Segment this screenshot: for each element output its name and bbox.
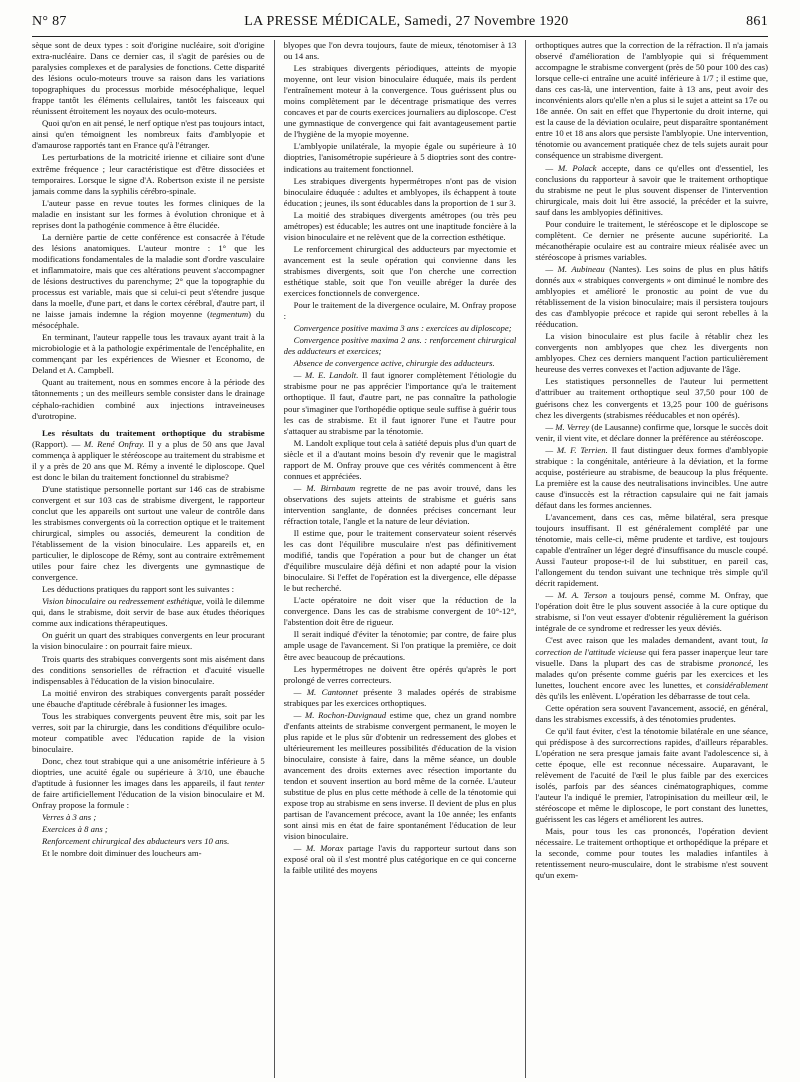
paragraph: blyopes que l'on devra toujours, faute de mieux, ténotomiser à 13 ou 14 ans. bbox=[283, 40, 517, 62]
paragraph bbox=[535, 635, 768, 701]
text-run: La dernière partie de cette conférence est consacrée à l'étude des lésions anatomiques. L'auteur montre : 1° que les modifications fondamentales de la maladie sont d'ordre vasculaire et inflammatoire, mais que ces altérations peuvent s'accompagner de lésions destructives du parenchyme; 2° que la topographie du processus est variable, mais que si celui-ci peut s'étendre jusque dans la moelle, d'une part, et dans le cortex cérébral, d'autre part, il ne laisse jamais indemne la région moyenne ( bbox=[32, 231, 265, 320]
paragraph: Les statistiques personnelles de l'auteur lui permettent d'attribuer au traitement orthoptique seul 37,50 pour 100 de guérisons chez les convergents et 13,25 pour 100 de guérisons chez les divergents (strabismes rééducables et non opérés). bbox=[535, 376, 769, 420]
paragraph: Il estime que, pour le traitement conservateur soient réservés les cas dont l'équilibre musculaire n'est pas définitivement modifié, tandis que l'opération a pour but de changer un état d'équilibre musculaire déjà défini et non adapté pour la vision binoculaire. Si l'effet de l'opération est la divergence, elle dépasse le but recherché. bbox=[283, 528, 517, 594]
paragraph: Pour conduire le traitement, le stéréoscope et le diploscope se complètent. Ce dernier ne présente aucune supériorité. La mécanothérapie oculaire est au contraire mieux réalisée avec un stéréoscope à prismes variables. bbox=[535, 218, 769, 262]
author-name: — M. Birnbaum bbox=[293, 482, 356, 493]
text-run: (de Lausanne) confirme que, lorsque le succès doit venir, il vient vite, et déclare donner la préférence au stéréoscope. bbox=[535, 421, 769, 443]
text-run: de faire artificiellement l'éducation de la vision binoculaire et M. Onfray propose la formule : bbox=[32, 789, 265, 811]
paragraph: Le renforcement chirurgical des adducteurs par myectomie et avancement est la seule opération qui convienne dans les strabismes divergents, soit que l'on cherche une correction esthétique stable, soit que l'on veuille abréger la durée des exercices fonctionnels de convergence. bbox=[283, 243, 517, 299]
paragraph bbox=[32, 232, 265, 331]
formula-line: Absence de convergence active, chirurgie des adducteurs. bbox=[293, 358, 495, 369]
text-run: Vision binoculaire ou redressement esthétique, bbox=[42, 596, 204, 607]
text-run: dès qu'ils les enlèvent. L'opération les débarrasse de tout cela. bbox=[535, 690, 751, 701]
paragraph: Il serait indiqué d'éviter la ténotomie; par contre, de faire plus ample usage de l'avancement. Si l'on pratique la première, ce doit être avec beaucoup de précautions. bbox=[283, 629, 517, 662]
author-name: — M. A. Terson bbox=[545, 590, 608, 601]
author-name: — M. F. Terrien. bbox=[545, 444, 608, 455]
paragraph: Les hypermétropes ne doivent être opérés qu'après le port prolongé de verres correcteurs. bbox=[283, 663, 517, 685]
paragraph: Cette opération sera souvent l'avancement, associé, en général, dans les strabismes excessifs, à des ténotomies prudentes. bbox=[535, 702, 769, 724]
author-name: — M. E. Landolt. bbox=[293, 370, 359, 381]
page-header bbox=[32, 14, 768, 36]
author-name: — M. Cantonnet bbox=[293, 686, 358, 697]
text-run: ) du mésocéphale. bbox=[32, 309, 265, 331]
text-run: la correction de l'attitude vicieuse bbox=[535, 635, 769, 657]
paragraph: On guérit un quart des strabiques convergents en leur procurant la vision binoculaire : on pourrait faire mieux. bbox=[32, 630, 265, 652]
author-name: — M. Rochon-Duvignaud bbox=[293, 709, 387, 720]
formula-line: Convergence positive maxima 2 ans. : renforcement chirurgical des adducteurs et exercices; bbox=[283, 335, 517, 357]
paragraph: En terminant, l'auteur rappelle tous les travaux ayant trait à la microbiologie et à la pathologie expérimentale de l'encéphalite, en commençant par les expériences de Wiesner et Economo, de Deland et A. Campbell. bbox=[32, 332, 265, 376]
paragraph: Tous les strabiques convergents peuvent être mis, soit par les verres, soit par la chirurgie, dans les conditions d'équilibre oculo-moteur compatible avec l'éducation rapide de la vision binoculaire. bbox=[32, 710, 265, 754]
text-run: tegmentum bbox=[210, 309, 249, 320]
text-run: présente 3 malades opérés de strabisme strabiques par les exercices orthoptiques. bbox=[283, 686, 517, 708]
section-title: Les résultats du traitement orthoptique du strabisme bbox=[42, 427, 265, 438]
paragraph bbox=[284, 687, 517, 709]
text-run: voilà le dilemme qui, dans le strabisme, doit servir de base aux études théoriques comme aux indications thérapeutiques. bbox=[32, 596, 265, 629]
paragraph: M. Landolt explique tout cela à satiété depuis plus d'un quart de siècle et il a d'autant moins besoin d'y revenir que le magistral rapport de M. Onfray prouve que ces vérités commencent à être connues et appréciées. bbox=[283, 437, 517, 481]
paragraph: Pour le traitement de la divergence oculaire, M. Onfray propose : bbox=[283, 300, 517, 322]
text-run: qui fera passer inaperçue leur tare visuelle. Dans la plupart des cas de strabisme bbox=[535, 646, 769, 668]
author-name: — M. Polack bbox=[545, 162, 597, 173]
paragraph bbox=[535, 445, 768, 511]
paragraph: sèque sont de deux types : soit d'origine nucléaire, soit d'origine extra-nucléaire. Dans ce dernier cas, il s'agit de parésies ou de paralysies complexes et de paralysies de fonctions. Cette disparité des lésions oculo-moteurs trouve sa raison dans les variations topographiques du processus morbide mésocéphalique, lequel frappe tantôt les éléments cellulaires, tantôt les faisceaux qui réunissent étroitement les noyaux des oculo-moteurs. bbox=[32, 40, 265, 117]
paragraph bbox=[284, 843, 517, 876]
paragraph: Les strabiques divergents périodiques, atteints de myopie moyenne, ont leur vision binoculaire éduquée, mais ils perdent l'entraînement moteur à la convergence. Tous guérissent plus ou moins complètement par le décentrage prismatique des verres concaves et par de courts exercices journaliers au diploscope. C'est une gymnastique de convergence qui fait avantageusement partie de l'hygiène de la myopie moyenne. bbox=[283, 63, 517, 140]
paragraph: L'auteur passe en revue toutes les formes cliniques de la maladie en insistant sur les formes à évolution chronique et à reprises dont la pathogénie commence à être élucidée. bbox=[32, 197, 265, 230]
paragraph: D'une statistique personnelle portant sur 146 cas de strabisme convergent et sur 103 cas de strabisme divergent, le rapporteur conclut que les appareils ont surtout une valeur de contrôle dans les strabismes convergents où la correction optique et le traitement chirurgical, simples ou associés, demeurent la condition de l'établissement de la vision binoculaire. Les appareils et, en particulier, le diploscope de Rémy, sont au contraire extrêmement utiles pour faire chez les divergents une gymnastique de convergence. bbox=[32, 483, 265, 583]
paragraph bbox=[284, 710, 517, 843]
author-name: — M. Aubineau bbox=[545, 263, 605, 274]
paragraph: Mais, pour tous les cas prononcés, l'opération devient nécessaire. Le traitement orthoptique et orthopédique la prépare et la seconde, comme pour toutes les maladies infantiles à retentissement neuro-musculaire, dont le strabisme n'est souvent qu'un exem- bbox=[535, 826, 769, 881]
text-run: partage l'avis du rapporteur surtout dans son exposé oral où il s'est montré plus catégorique en ce qui concerne la faible utilité des moyens bbox=[283, 843, 517, 876]
text-run: regrette de ne pas avoir trouvé, dans les observations des sujets atteints de strabisme et guéris sans intervention sanglante, de données précises concernant leur réfraction totale, l'angle et la nature de leur déviation. bbox=[283, 482, 517, 526]
paragraph bbox=[535, 264, 768, 330]
author-name: M. René Onfray. bbox=[84, 438, 145, 449]
paragraph: La moitié environ des strabiques convergents paraît posséder une ébauche d'aptitude cérébrale à fusionner les images. bbox=[32, 687, 265, 709]
paragraph: Quoi qu'on en ait pensé, le nerf optique n'est pas toujours intact, ainsi qu'en témoignent les nombreux faits d'amblyopie et d'amaurose rapportés tant en France qu'à l'étranger. bbox=[32, 118, 265, 151]
issue-number: N° 87 bbox=[32, 14, 67, 29]
formula-line: Renforcement chirurgical des abducteurs vers 10 ans. bbox=[42, 836, 230, 847]
paragraph bbox=[32, 756, 265, 811]
paragraph: Les strabiques divergents hypermétropes n'ont pas de vision binoculaire éduquée : adultes et amblyopes, ils échappent à toute éducation ; jeunes, ils sont éducables dans la proportion de 1 sur 3. bbox=[283, 175, 517, 208]
paragraph: Les perturbations de la motricité irienne et ciliaire sont d'une extrême fréquence ; leur caractéristique est d'être dissociées et temporaires. Lorsque le signe d'A. Robertson existe il ne persiste jamais comme dans la syphilis cérébro-spinale. bbox=[32, 152, 265, 196]
column-2 bbox=[284, 40, 517, 1078]
formula-line: Exercices à 8 ans ; bbox=[42, 824, 108, 835]
paragraph: La vision binoculaire est plus facile à rétablir chez les convergents non amblyopes que chez les divergents non amblyopes. Chez ces derniers manquent l'action particulièrement heureuse des verres convexes et l'action adjuvante de l'âge. bbox=[535, 331, 769, 375]
paragraph: Et le nombre doit diminuer des loucheurs am- bbox=[42, 848, 202, 859]
paragraph: Les déductions pratiques du rapport sont les suivantes : bbox=[42, 584, 235, 595]
paragraph bbox=[535, 422, 768, 444]
author-name: — M. Verrey bbox=[545, 421, 590, 432]
paragraph: Quant au traitement, nous en sommes encore à la période des tâtonnements ; un des meilleurs semble consister dans le drainage céphalo-rachidien combiné aux injections intraveineuses d'urotropine. bbox=[32, 377, 265, 421]
text-run: C'est avec raison que les malades demandent, avant tout, bbox=[545, 635, 762, 646]
column-3 bbox=[535, 40, 768, 1078]
paragraph: Trois quarts des strabiques convergents sont mis aisément dans des conditions sensorielles de réfraction et d'acuité visuelle indispensables à l'éducation de la vision binoculaire. bbox=[32, 653, 265, 686]
formula-line: Verres à 3 ans ; bbox=[42, 812, 97, 823]
text-run: (Nantes). Les soins de plus en plus hâtifs donnés aux « strabiques convergents » ont diminué le nombre des amblyopies et amélioré le pronostic au point de vue du rétablissement de la vision binoculaire; mais il persistera toujours des cas d'amblyopie précoce et rapide qui seront rebelles à la rééducation. bbox=[535, 263, 769, 330]
formula-line: Convergence positive maxima 3 ans : exercices au diploscope; bbox=[293, 323, 512, 334]
paragraph: orthoptiques autres que la correction de la réfraction. Il n'a jamais observé d'amélioration de l'amblyopie qui si fréquemment accompagne le strabisme convergent (près de 50 pour 100 des cas) lorsque celle-ci entraîne une acuité inférieure à 1/7 ; il estime que, dans ces cas-là, une intervention, faite à 13 ans, peut avoir des inconvénients alors qu'elle n'en a plus si le sujet a atteint sa 17e ou 18e année. On sait en effet que l'hypertonie du droit interne, qui est la cause de la déviation oculaire, peut disparaître spontanément entre 10 et 18 ans alors que persiste l'amblyopie. Une intervention, ténotomie ou avancement pratiquée chez de tels sujets aurait pour conséquence un strabisme divergent. bbox=[535, 40, 769, 161]
text-run: estime que, chez un grand nombre d'enfants atteints de strabisme convergent permanent, le moyen le plus rapide et le plus sûr d'obtenir un redressement des globes et ultérieurement les meilleures possibilités d'éducation de la vision binoculaire, consiste à faire, dans la même séance, un double avancement des droits externes avec résection importante du tendon et souvent insertion au bord même de la cornée. L'auteur substitue de plus en plus cette méthode à celle de la ténotomie qui expose trop au strabisme en sens inverse. Il devient de plus en plus partisan de l'avancement précoce, avant la 10e année; les enfants sont ainsi mis en état de faire spontanément l'éducation de leur vision binoculaire. bbox=[283, 709, 517, 842]
paragraph bbox=[535, 163, 768, 218]
paragraph: La moitié des strabiques divergents amétropes (ou très peu amétropes) est éducable; les autres ont une inaptitude foncière à la vision binoculaire et ne relèvent que de la correction esthétique. bbox=[283, 209, 517, 242]
text-run: tenter bbox=[244, 778, 265, 789]
text-run: Il faut ignorer complètement l'étiologie du strabisme pour ne pas apprécier l'importance qu'a le traitement orthoptique. Il faut, d'autre part, ne pas connaître la pathologie pour s'imaginer que l'orthopédie optique seule suffise à guérir tous les cas de strabisme. Et il faut ignorer l'une et l'autre pour s'attaquer au strabisme par la ténotomie. bbox=[283, 370, 517, 436]
text-run: Il faut distinguer deux formes d'amblyopie strabique : la congénitale, antérieure à la déviation, et la forme acquise, postérieure au strabisme, de beaucoup la plus fréquente. La première est la cause des neutralisations invincibles. Une autre cause d'insuccès est la rétraction capsulaire qui ne fait jamais défaut dans les formes anciennes. bbox=[535, 444, 769, 510]
paragraph bbox=[32, 596, 265, 629]
paragraph: L'avancement, dans ces cas, même bilatéral, sera presque toujours insuffisant. Il est généralement complété par une ténotomie, mais celle-ci, même prudente et tardive, est toujours capable d'entraîner un léger degré d'insuffisance du muscle coupé. Aussi l'auteur propose-t-il de lui substituer, en pareil cas, l'allongement du tendon suivant une technique très simple qu'il décrit rapidement. bbox=[535, 511, 769, 589]
paragraph bbox=[535, 590, 768, 634]
paragraph: L'amblyopie unilatérale, la myopie égale ou supérieure à 10 dioptries, l'anisométropie supérieure à 5 dioptries sont des contre-indications au traitement fonctionnel. bbox=[283, 141, 517, 174]
column-1 bbox=[32, 40, 265, 1078]
text-run: , les malades qu'on présente comme guéris par les exercices et les lunettes, louchent encore avec les lunettes, et bbox=[535, 657, 769, 690]
page-number: 861 bbox=[746, 14, 768, 29]
header-rule bbox=[32, 36, 768, 37]
text-run: Donc, chez tout strabique qui a une anisométrie inférieure à 5 dioptries, une acuité égale ou supérieure à 3/10, une ébauche d'aptitude à fusionner les images dans les appareils, il faut bbox=[32, 755, 265, 789]
text-run: a toujours pensé, comme M. Onfray, que l'opération doit être le plus souvent associée à la cure optique du strabisme, si l'on veut essayer d'obtenir régulièrement la guérison intégrale de ce syndrome et redresser les yeux déviés. bbox=[535, 590, 769, 634]
paragraph: L'acte opératoire ne doit viser que la réduction de la convergence. Dans les cas de strabisme convergent de 10°-12°, l'abstention doit être de rigueur. bbox=[283, 595, 517, 628]
text-columns bbox=[32, 40, 768, 1078]
paragraph: Ce qu'il faut éviter, c'est la ténotomie bilatérale en une séance, qui prédispose à des surcorrections rapides, d'ailleurs réparables. L'opération ne sera presque jamais faite avant l'adolescence si, à cette époque, elle est reconnue nécessaire. Auparavant, le relèvement de l'acuité de l'œil le plus faible par des exercices isolés, parfois par des séances cinématographiques, comme l'auteur l'a indiqué le premier, l'atropinisation du meilleur œil, le stéréoscope et même le diploscope, le port constant des lunettes, guérissent les cas légers et améliorent les autres. bbox=[535, 725, 769, 825]
text-run: (Rapport). — bbox=[32, 438, 85, 449]
text-run: considérablement bbox=[706, 679, 769, 690]
section-paragraph bbox=[32, 428, 265, 483]
text-run: Il y a plus de 50 ans que Javal commença à appliquer le stéréoscope au traitement du strabisme et il y a près de 20 ans que M. Rémy a inventé le diploscope. Quel est donc le bilan du traitement fonctionnel du strabisme? bbox=[32, 438, 265, 482]
column-divider bbox=[274, 40, 275, 1078]
author-name: — M. Morax bbox=[293, 843, 344, 854]
text-run: prononcé bbox=[718, 657, 752, 668]
column-divider bbox=[525, 40, 526, 1078]
text-run: accepte, dans ce qu'elles ont d'essentiel, les conclusions du rapporteur à savoir que le traitement orthoptique du strabisme ne peut le plus souvent dispenser de l'intervention chirurgicale, mais doit lui être associé, la précéder et la suivre, sauf dans les amblyopies définitives. bbox=[535, 162, 769, 217]
paragraph bbox=[284, 483, 517, 527]
journal-title: LA PRESSE MÉDICALE, Samedi, 27 Novembre 1920 bbox=[244, 14, 569, 29]
paragraph bbox=[284, 370, 517, 436]
